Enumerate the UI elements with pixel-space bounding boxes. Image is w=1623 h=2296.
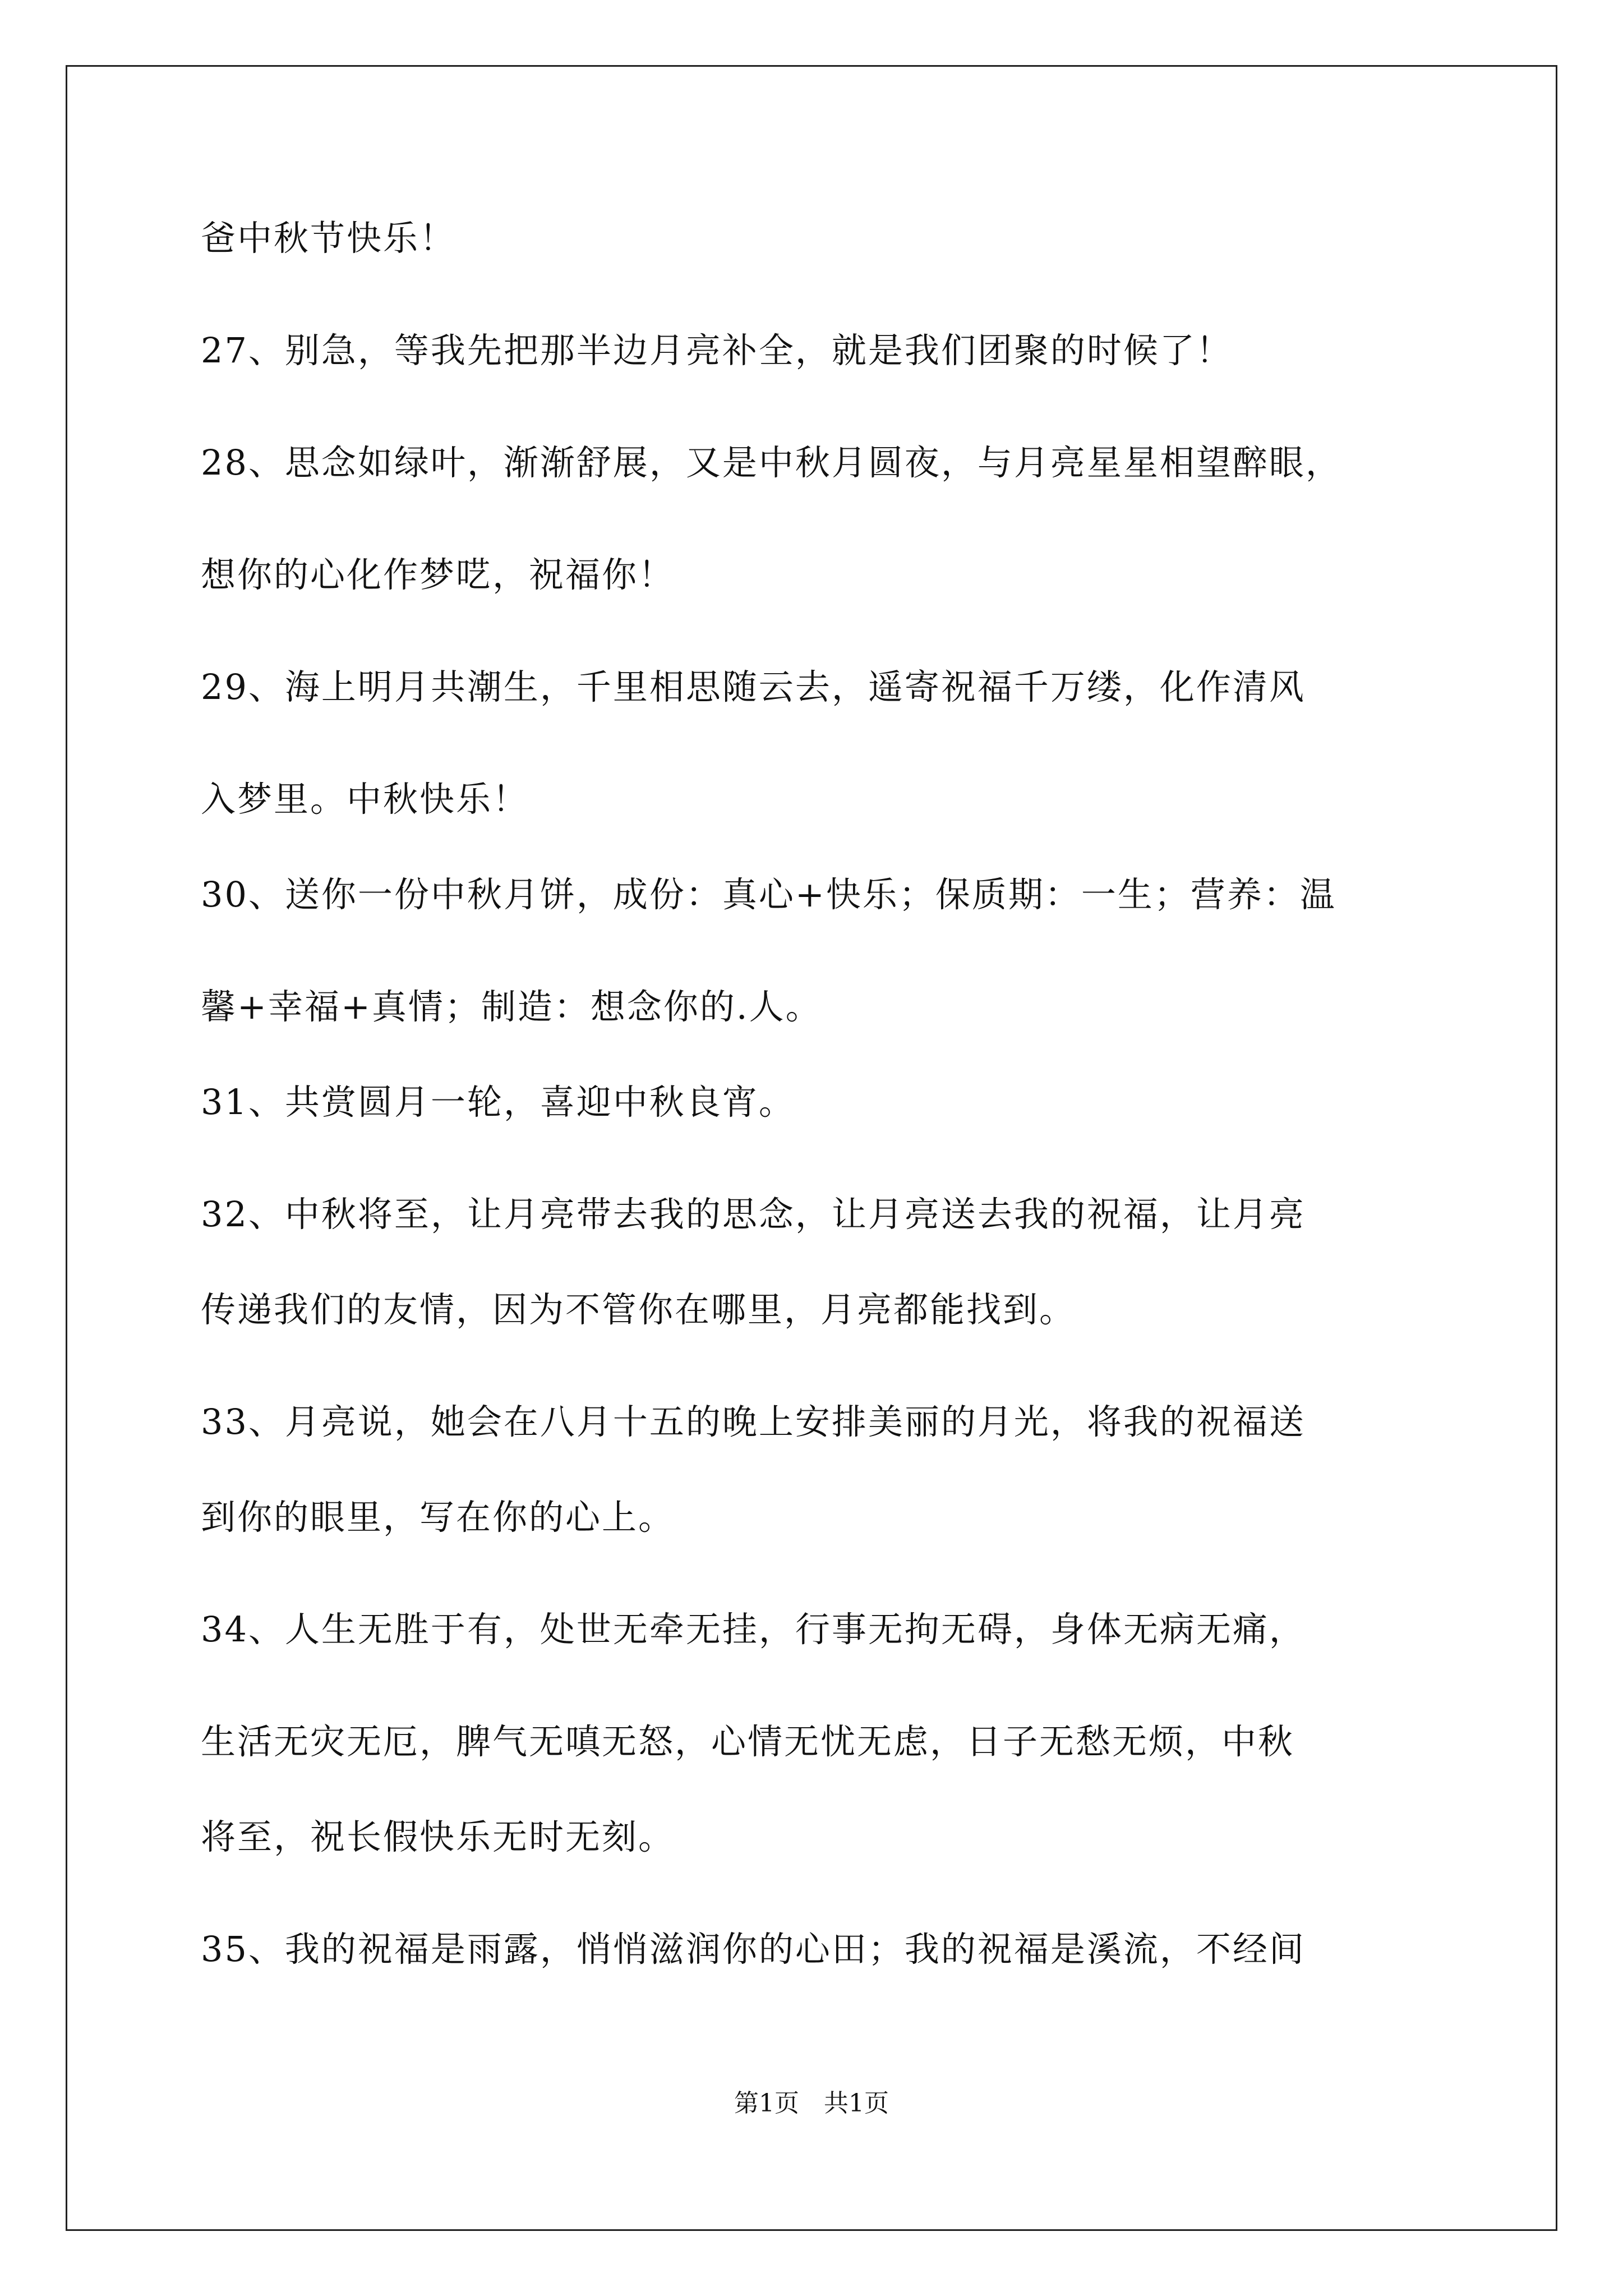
text-line: 馨+幸福+真情；制造：想念你的.人。 — [201, 986, 822, 1027]
text-line: 34、人生无胜于有，处世无牵无挂，行事无拘无碍，身体无病无痛， — [201, 1609, 1306, 1650]
text-line: 27、别急，等我先把那半边月亮补全，就是我们团聚的时候了！ — [201, 330, 1233, 371]
text-line: 33、月亮说，她会在八月十五的晚上安排美丽的月光，将我的祝福送 — [201, 1401, 1306, 1442]
text-line: 31、共赏圆月一轮，喜迎中秋良宵。 — [201, 1082, 795, 1122]
text-line: 入梦里。中秋快乐！ — [201, 779, 529, 820]
text-line: 29、海上明月共潮生，千里相思随云去，遥寄祝福千万缕，化作清风 — [201, 666, 1306, 707]
page-footer: 第1页 共1页 — [734, 2089, 889, 2118]
text-line: 35、我的祝福是雨露，悄悄滋润你的心田；我的祝福是溪流，不经间 — [201, 1929, 1306, 1970]
text-line: 想你的心化作梦呓，祝福你！ — [201, 554, 675, 595]
text-line: 将至，祝长假快乐无时无刻。 — [201, 1816, 675, 1857]
text-line: 32、中秋将至，让月亮带去我的思念，让月亮送去我的祝福，让月亮 — [201, 1194, 1306, 1235]
page-border — [66, 65, 1557, 2231]
text-line: 爸中秋节快乐！ — [201, 218, 457, 259]
text-line: 30、送你一份中秋月饼，成份：真心+快乐；保质期：一生；营养：温 — [201, 874, 1336, 915]
text-line: 到你的眼里，写在你的心上。 — [201, 1497, 675, 1538]
text-line: 生活无灾无厄，脾气无嗔无怒，心情无忧无虑，日子无愁无烦，中秋 — [201, 1721, 1295, 1762]
text-line: 28、思念如绿叶，渐渐舒展，又是中秋月圆夜，与月亮星星相望醉眼， — [201, 442, 1342, 483]
text-line: 传递我们的友情，因为不管你在哪里，月亮都能找到。 — [201, 1289, 1076, 1330]
